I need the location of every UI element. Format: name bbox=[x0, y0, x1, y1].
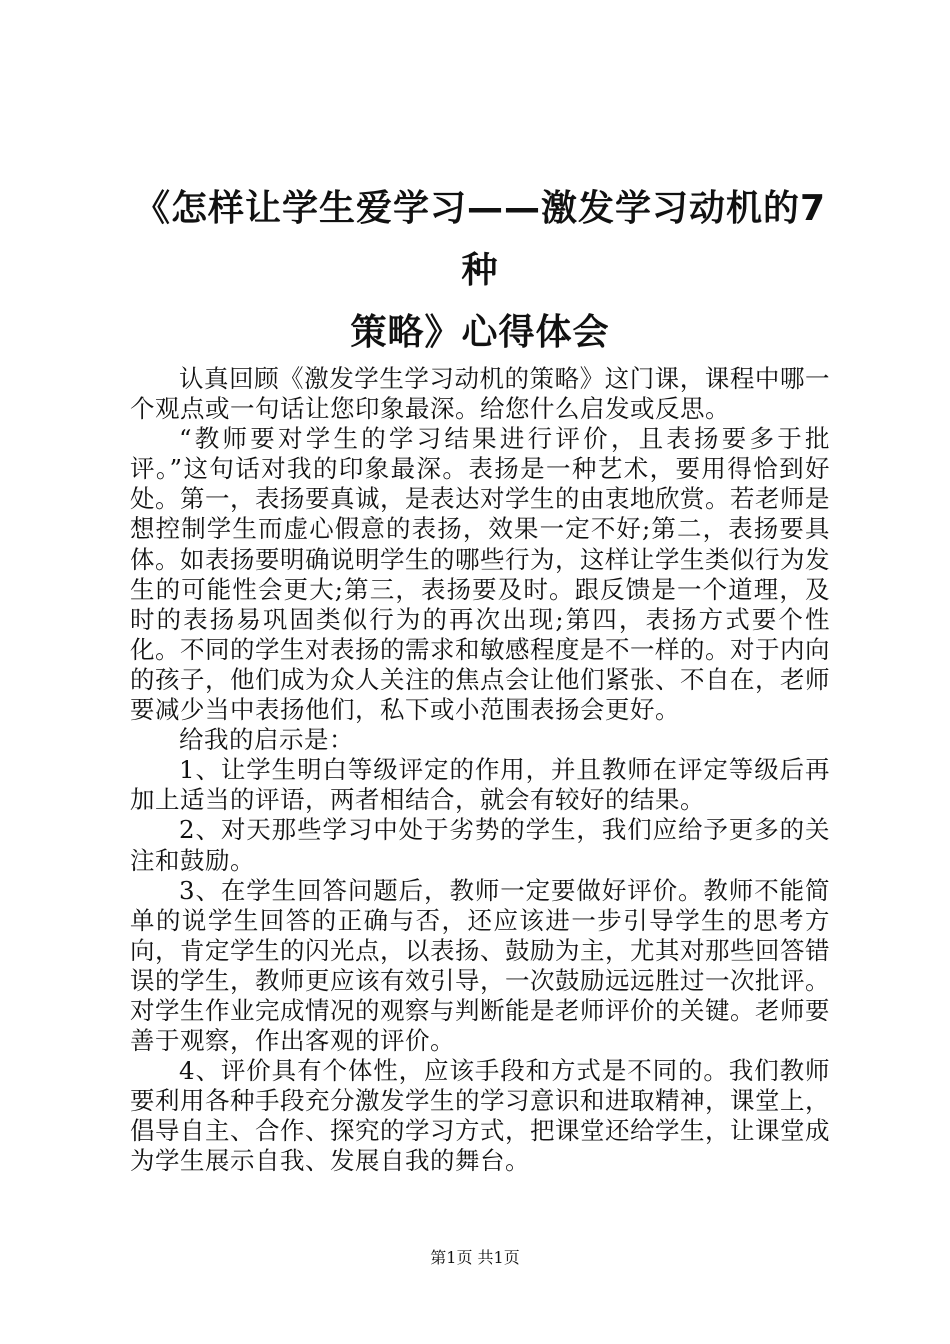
paragraph-intro: 认真回顾《激发学生学习动机的策略》这门课，课程中哪一个观点或一句话让您印象最深。给您什么启发或反思。 bbox=[130, 364, 830, 424]
document-title bbox=[130, 178, 830, 364]
paragraph-insight-heading: 给我的启示是： bbox=[179, 725, 354, 755]
title-line-2: 策略》心得体会 bbox=[350, 312, 610, 353]
paragraph-quote: “教师要对学生的学习结果进行评价，且表扬要多于批评。”这句话对我的印象最深。表扬是一种艺术，要用得恰到好处。第一，表扬要真诚，是表达对学生的由衷地欣赏。若老师是想控制学生而虚心假意的表扬，效果一定不好;第二，表扬要具体。如表扬要明确说明学生的哪些行为，这样让学生类似行为发生的可能性会更大;第三，表扬要及时。跟反馈是一个道理，及时的表扬易巩固类似行为的再次出现;第四，表扬方式要个性化。不同的学生对表扬的需求和敏感程度是不一样的。对于内向的孩子，他们成为众人关注的焦点会让他们紧张、不自在，老师要减少当中表扬他们，私下或小范围表扬会更好。 bbox=[130, 424, 830, 725]
paragraph-point-1: 1、让学生明白等级评定的作用，并且教师在评定等级后再加上适当的评语，两者相结合，就会有较好的结果。 bbox=[130, 755, 830, 815]
document-page bbox=[130, 178, 830, 1177]
document-body bbox=[130, 364, 830, 1177]
page-footer: 第1页 共1页 bbox=[430, 1248, 520, 1267]
paragraph-point-3: 3、在学生回答问题后，教师一定要做好评价。教师不能简单的说学生回答的正确与否，还应该进一步引导学生的思考方向，肯定学生的闪光点，以表扬、鼓励为主，尤其对那些回答错误的学生，教师更应该有效引导，一次鼓励远远胜过一次批评。对学生作业完成情况的观察与判断能是老师评价的关键。老师要善于观察，作出客观的评价。 bbox=[130, 875, 830, 1056]
title-line-1: 《怎样让学生爱学习——激发学习动机的7种 bbox=[133, 188, 827, 291]
paragraph-point-4: 4、评价具有个体性，应该手段和方式是不同的。我们教师要利用各种手段充分激发学生的学习意识和进取精神，课堂上，倡导自主、合作、探究的学习方式，把课堂还给学生，让课堂成为学生展示自我、发展自我的舞台。 bbox=[130, 1056, 830, 1176]
paragraph-point-2: 2、对天那些学习中处于劣势的学生，我们应给予更多的关注和鼓励。 bbox=[130, 815, 830, 875]
